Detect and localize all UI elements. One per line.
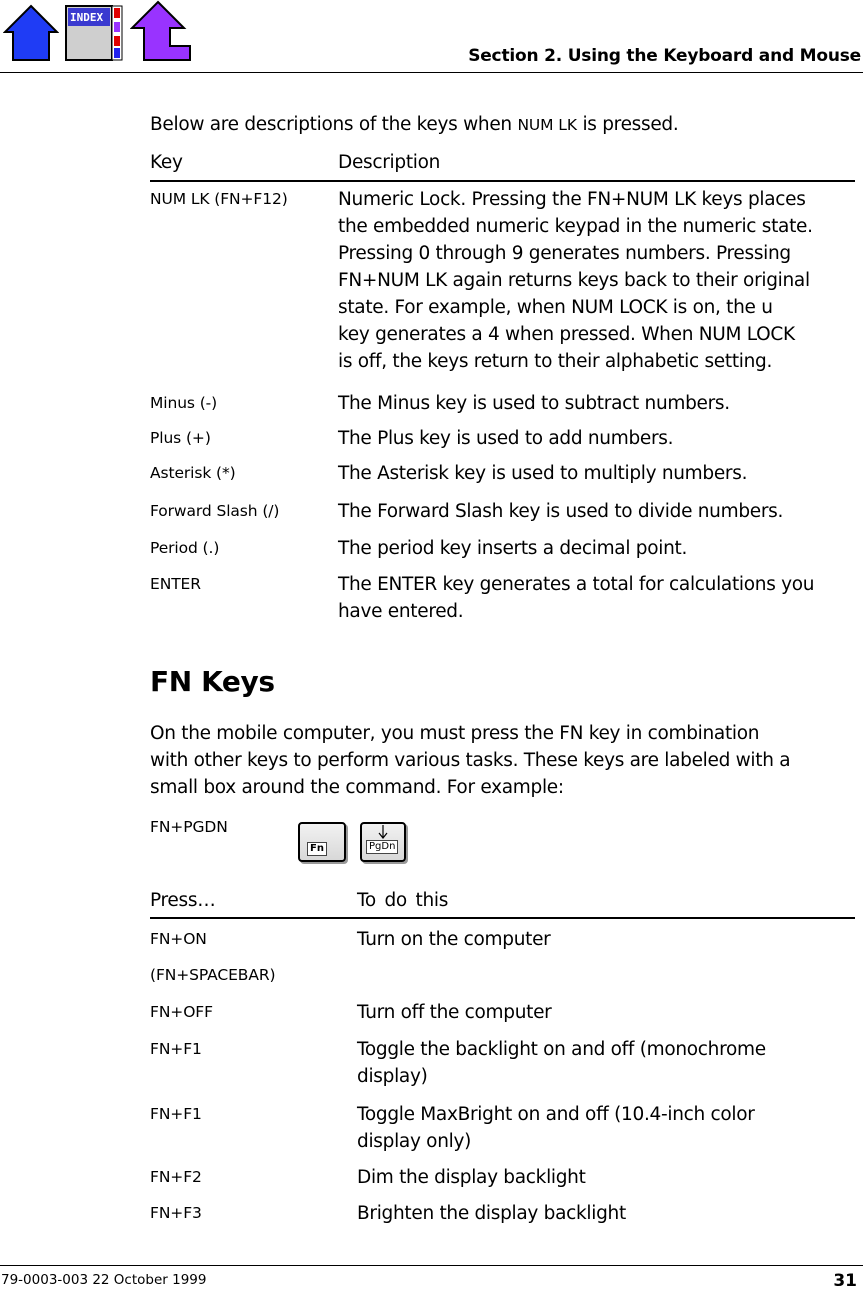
pgdn-keycap-label: PgDn — [366, 840, 398, 854]
table-header-rule — [150, 180, 855, 182]
footer-divider — [0, 1265, 863, 1266]
description-line: FN+NUM LK again returns keys back to their original — [338, 270, 810, 291]
description-line: The ENTER key generates a total for calculations you — [338, 574, 815, 595]
col-header-description: Description — [338, 152, 441, 173]
description-line: The Forward Slash key is used to divide numbers. — [338, 501, 784, 522]
up-button[interactable] — [130, 0, 192, 66]
table-row-description — [357, 1101, 857, 1155]
page-number: 31 — [833, 1271, 857, 1291]
fn-keycap — [298, 822, 346, 862]
table-row-description — [357, 926, 857, 953]
col-header-action: To do this — [357, 890, 449, 911]
home-icon — [3, 4, 59, 62]
table-row-key: Minus (-) — [150, 394, 218, 412]
footer-doc-id: 79-0003-003 22 October 1999 — [1, 1272, 207, 1288]
table-row-key: ENTER — [150, 575, 201, 593]
intro-before: Below are descriptions of the keys when — [150, 114, 518, 135]
table-row-description — [338, 186, 858, 375]
description-line: key generates a 4 when pressed. When NUM LOCK — [338, 324, 795, 345]
table-row-key: FN+F1 — [150, 1040, 202, 1058]
description-line: Turn on the computer — [357, 929, 551, 950]
table-row-description — [357, 1200, 857, 1227]
table-row-description — [338, 390, 858, 417]
description-line: The period key inserts a decimal point. — [338, 538, 688, 559]
table-row-description — [338, 535, 858, 562]
col-header-key: Key — [150, 152, 183, 173]
description-line: Dim the display backlight — [357, 1167, 586, 1188]
table-row-key: FN+F2 — [150, 1168, 202, 1186]
table-row-key: Asterisk (*) — [150, 464, 236, 482]
table-row-description — [338, 425, 858, 452]
fn-paragraph — [150, 720, 855, 801]
table-row-key: NUM LK (FN+F12) — [150, 190, 288, 208]
table-row-key: Forward Slash (/) — [150, 502, 280, 520]
table-row-description — [357, 999, 857, 1026]
intro-text — [150, 111, 678, 139]
section-heading: FN Keys — [150, 665, 275, 698]
table-row-key: Plus (+) — [150, 429, 211, 447]
table-row-description — [338, 571, 858, 625]
section-title: Section 2. Using the Keyboard and Mouse — [468, 46, 861, 66]
table-row-key: (FN+SPACEBAR) — [150, 966, 276, 984]
table-row-key: FN+OFF — [150, 1003, 213, 1021]
description-line: Turn off the computer — [357, 1002, 552, 1023]
index-button[interactable] — [64, 4, 124, 66]
description-line: Numeric Lock. Pressing the FN+NUM LK keys places — [338, 189, 806, 210]
table-row-description — [338, 498, 858, 525]
intro-key: NUM LK — [517, 116, 577, 134]
table-row-key: FN+F1 — [150, 1105, 202, 1123]
description-line: Toggle the backlight on and off (monochrome — [357, 1039, 766, 1060]
index-label: INDEX — [70, 11, 104, 24]
paragraph-line: On the mobile computer, you must press the FN key in combination — [150, 723, 760, 744]
description-line: The Plus key is used to add numbers. — [338, 428, 674, 449]
description-line: is off, the keys return to their alphabetic setting. — [338, 351, 773, 372]
description-line: The Asterisk key is used to multiply numbers. — [338, 463, 748, 484]
table-row-description — [357, 1036, 857, 1090]
description-line: Brighten the display backlight — [357, 1203, 626, 1224]
table-row-key: FN+F3 — [150, 1204, 202, 1222]
fn-table-header-rule — [150, 917, 855, 919]
down-arrow-icon — [378, 825, 388, 839]
up-arrow-icon — [130, 0, 192, 62]
table-row-key: FN+ON — [150, 930, 207, 948]
col-header-press: Press… — [150, 890, 216, 911]
description-line: display) — [357, 1066, 428, 1087]
table-row-description — [357, 1164, 857, 1191]
description-line: Pressing 0 through 9 generates numbers. Pressing — [338, 243, 791, 264]
description-line: The Minus key is used to subtract numbers. — [338, 393, 730, 414]
table-row-description — [338, 460, 858, 487]
description-line: have entered. — [338, 601, 464, 622]
description-line: display only) — [357, 1131, 472, 1152]
fn-keycap-label: Fn — [307, 842, 327, 856]
home-button[interactable] — [3, 4, 59, 66]
intro-after: is pressed. — [576, 114, 679, 135]
pgdn-keycap — [360, 822, 406, 862]
example-label: FN+PGDN — [150, 818, 228, 836]
description-line: Toggle MaxBright on and off (10.4-inch color — [357, 1104, 755, 1125]
header-divider — [0, 72, 863, 73]
paragraph-line: with other keys to perform various tasks. These keys are labeled with a — [150, 750, 791, 771]
description-line: state. For example, when NUM LOCK is on, the u — [338, 297, 773, 318]
description-line: the embedded numeric keypad in the numeric state. — [338, 216, 813, 237]
table-row-key: Period (.) — [150, 539, 220, 557]
paragraph-line: small box around the command. For example: — [150, 777, 564, 798]
